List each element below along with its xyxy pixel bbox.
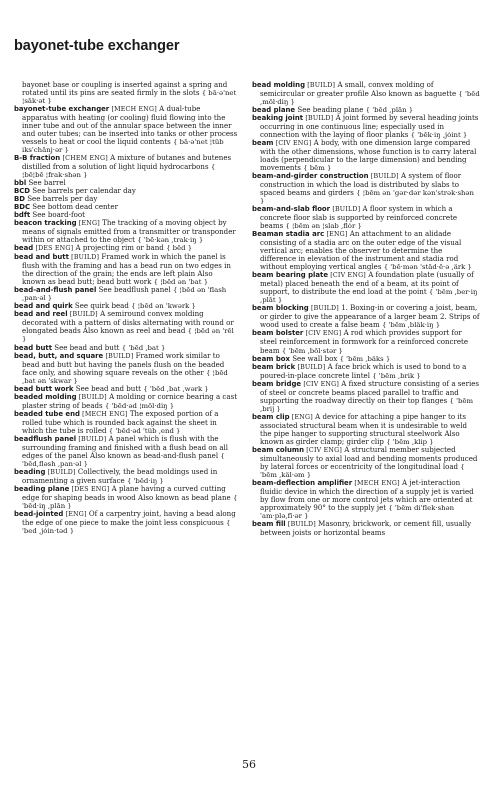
definition-text: bayonet base or coupling is inserted against a spring and rotated until its pins are seated firmly in the slots — [22, 80, 228, 98]
definition-text: A projecting rim or band — [75, 243, 164, 253]
dictionary-entry — [14, 485, 238, 510]
headword: beam-deflection amplifier — [252, 478, 353, 487]
pronunciation: { ¦bēd ən 'kwərk } — [131, 302, 196, 311]
pronunciation: { 'bed ,jȯin·təd } — [22, 518, 231, 535]
headword: beam bearing plate — [252, 271, 328, 280]
subject-label: [BUILD] — [297, 363, 326, 371]
definition-text: 1. Boxing-in or covering a joist, beam, or girder to give the appearance of a larger beam 2. Strips of wood used to create a false beam — [260, 303, 480, 330]
subject-label: [ENG] — [78, 220, 100, 228]
definition-text: A plane having a curved cutting edge for shaping beads in wood Also known as bead plane — [22, 483, 231, 502]
right-column — [252, 81, 480, 537]
headword: BD — [14, 195, 25, 204]
subject-label: [CIV ENG] — [305, 330, 342, 338]
headword: beacon tracking — [14, 219, 77, 228]
definition-text: Framed work in which the panel is flush with the framing and has a bead run on two edges in the direction of the grain; the ends are left plain Also known as bead butt; bead butt work — [22, 252, 231, 287]
definition-text: Collectively, the bead moldings used in ornamenting a given surface — [22, 466, 218, 485]
subject-label: [MECH ENG] — [111, 106, 157, 114]
subject-label: [CIV ENG] — [330, 272, 366, 280]
headword: beadflush panel — [14, 434, 77, 443]
subject-label: [BUILD] — [305, 115, 334, 123]
headword: bdft — [14, 211, 31, 220]
definition-text: Of a carpentry joint, having a bead along the edge of one piece to make the joint less conspicuous — [22, 508, 236, 527]
pronunciation: { bēd } — [166, 244, 193, 253]
dictionary-entry — [252, 304, 480, 329]
headword: bead — [14, 244, 34, 253]
headword: bead molding — [252, 81, 305, 89]
dictionary-entry — [14, 286, 238, 302]
pronunciation: { 'bēm ,bläk·iŋ } — [381, 321, 441, 330]
headword: beaking joint — [252, 114, 304, 123]
definition-text: A foundation plate (usually of metal) placed beneath the end of a beam, at its point of support, to distribute the end load at the point — [260, 270, 474, 297]
dictionary-entry — [252, 520, 480, 537]
subject-label: [BUILD] — [332, 206, 361, 214]
definition-text: Framed work similar to bead and butt but having the panels flush on the beaded face only, and showing square reveals on the other — [22, 350, 225, 377]
subject-label: [ENG] — [291, 413, 313, 421]
dictionary-entry — [14, 310, 238, 343]
pronunciation: { bā·ə'net ¦tüb iks'chānj·ər } — [22, 138, 224, 155]
definition-text: The tracking of a moving object by means of signals emitted from a transmitter or transponder within or attached to the object — [22, 218, 236, 245]
definition-text: See board-foot — [32, 210, 85, 220]
headword: beam column — [252, 445, 305, 454]
pronunciation: { ¦bē¦bē ¦frak·shən } — [22, 163, 216, 180]
headword: beaded molding — [14, 392, 77, 401]
definition-text: See quirk bead — [74, 301, 129, 311]
headword: B-B fraction — [14, 154, 61, 163]
definition-text: The exposed portion of a rolled tube which is rounded back against the sheet in which the tube is rolled — [22, 408, 219, 435]
dictionary-entry — [252, 81, 480, 106]
pronunciation: { 'bēm ,ber·iŋ ,plāt } — [260, 288, 478, 305]
pronunciation: { 'bēm ,bōl·stər } — [281, 346, 343, 355]
definition-text: See beadflush panel — [98, 285, 171, 295]
definition-text: See barrels per calendar day — [32, 186, 136, 196]
pronunciation: { 'bēd·əd ¦mōl·diŋ } — [104, 401, 175, 410]
pronunciation: { ¦bēd ən 'bat } — [153, 278, 209, 287]
headword: bead, butt, and square — [14, 351, 104, 360]
left-column — [14, 81, 238, 535]
definition-text: A body, with one dimension large compared with the other dimensions, whose function is to carry lateral loads (perpendicular to the large dimension) and bending movements — [260, 138, 477, 173]
pronunciation: { 'bēm di'flek·shən 'am·plə,fī·ər } — [260, 503, 455, 520]
pronunciation: { 'bēm ,brik } — [372, 371, 421, 380]
dictionary-entry — [14, 352, 238, 385]
definition-text: A rod which provides support for steel reinforcement in formwork for a reinforced concrete beam — [260, 328, 469, 355]
subject-label: [BUILD] — [71, 254, 100, 262]
pronunciation: { 'bēk·iŋ ,jȯint } — [410, 131, 468, 140]
dictionary-entry — [252, 363, 480, 380]
headword: beam-and-girder construction — [252, 172, 369, 181]
pronunciation: { 'bēd·iŋ } — [126, 476, 164, 485]
pronunciation: { ¦bēm ən ¦slab ,flȯr } — [285, 222, 362, 231]
headword: bead butt — [14, 343, 53, 352]
pronunciation: { 'bē·mən 'stād·ē·ə ,ärk } — [383, 263, 472, 272]
headword: beam brick — [252, 362, 296, 371]
dictionary-entry — [252, 172, 480, 205]
dictionary-entry — [252, 329, 480, 354]
headword: beam bolster — [252, 329, 304, 338]
dictionary-entry — [14, 219, 238, 244]
headword: bayonet-tube exchanger — [14, 105, 110, 114]
headword: bead and quirk — [14, 302, 73, 311]
headword: bead butt work — [14, 384, 74, 393]
dictionary-entry — [14, 154, 238, 179]
subject-label: [BUILD] — [105, 352, 134, 360]
definition-text: See bottom dead center — [32, 202, 118, 212]
subject-label: [BUILD] — [370, 173, 399, 181]
dictionary-entry — [252, 271, 480, 304]
pronunciation: { 'bēm ,klip } — [386, 437, 434, 446]
subject-label: [CIV ENG] — [306, 446, 342, 454]
dictionary-entry — [14, 435, 238, 468]
dictionary-entry — [252, 230, 480, 271]
subject-label: [BUILD] — [78, 393, 107, 401]
definition-text: A panel which is flush with the surrounding framing and finished with a flush bead on all edges of the panel Also known as bead-and-flush panel — [22, 433, 229, 460]
subject-label: [DES ENG] — [35, 245, 74, 253]
subject-label: [MECH ENG] — [82, 410, 128, 418]
pronunciation: { 'bēd ,bat ,wərk } — [143, 384, 209, 393]
pronunciation: { 'bēd ,plān } — [365, 106, 414, 115]
headword: beam fill — [252, 519, 286, 528]
subject-label: [CIV ENG] — [303, 380, 340, 388]
definition-text: A fixed structure consisting of a series of steel or concrete beams placed parallel to traffic and supporting the roadway directly on their top flanges — [260, 378, 479, 405]
subject-label: [DES ENG] — [71, 485, 110, 493]
headword: beam clip — [252, 412, 290, 421]
headword: beam-and-slab floor — [252, 205, 331, 214]
definition-text: A structural member subjected simultaneously to axial load and bending moments produced by lateral forces or eccentricity of the longitudinal load — [260, 444, 478, 471]
dictionary-entry — [14, 510, 238, 535]
subject-label: [BUILD] — [307, 82, 336, 89]
pronunciation: { ¦bēd ,bat ən 'skwar } — [22, 368, 228, 385]
pronunciation: { 'bēm ,käl·əm } — [260, 462, 465, 479]
definition-text: See beading plane — [297, 105, 364, 115]
headword: beading — [14, 467, 46, 476]
definition-text: A system of floor construction in which the load is distributed by slabs to spaced beams and girders — [260, 171, 462, 198]
subject-label: [CIV ENG] — [275, 140, 312, 148]
subject-label: [BUILD] — [287, 520, 316, 528]
definition-text: See bead and butt — [54, 342, 120, 352]
headword: beam bridge — [252, 379, 302, 388]
dictionary-entry — [252, 413, 480, 446]
pronunciation: { bēm } — [303, 164, 332, 173]
dictionary-entry — [14, 253, 238, 286]
headword: bead plane — [252, 106, 296, 115]
pronunciation: { 'bēd·əd 'tüb ,end } — [108, 426, 181, 435]
subject-label: [BUILD] — [78, 435, 107, 443]
definition-text: See barrels per day — [27, 194, 98, 204]
dictionary-entry — [14, 468, 238, 485]
dictionary-entry — [252, 380, 480, 413]
definition-text: A dual-tube apparatus with heating (or cooling) fluid flowing into the inner tube and out of the annular space between the inner and outer tubes; can be inserted into tanks or other process vessels to heat or cool the liquid contents — [22, 104, 238, 147]
definition-text: See barrel — [28, 178, 66, 188]
dictionary-entry — [252, 446, 480, 479]
dictionary-entry — [14, 393, 238, 410]
headword: bbl — [14, 179, 27, 188]
headword: beaded tube end — [14, 409, 80, 418]
dictionary-entry — [252, 114, 480, 139]
pronunciation: { 'bē·kən ,trak·iŋ } — [137, 236, 204, 245]
definition-text: Masonry, brickwork, or cement fill, usually between joists or horizontal beams — [260, 518, 472, 537]
definition-text: A face brick which is used to bond to a poured-in-place concrete lintel — [260, 361, 467, 380]
headword: Beaman stadia arc — [252, 230, 325, 239]
definition-text: See bead and butt — [75, 383, 141, 393]
definition-text: A semiround convex molding decorated with a pattern of disks alternating with round or elongated beads Also known as reel and bead — [22, 309, 234, 336]
pronunciation: { 'bēd ,mōl·diŋ } — [260, 90, 480, 107]
subject-label: [CHEM ENG] — [62, 155, 108, 163]
definition-text: See wall box — [292, 353, 338, 363]
definition-text: A device for attaching a pipe hanger to its associated structural beam when it is undesirable to weld the pipe hanger to supporting structural steelwork Also known as girder clamp; girder clip — [260, 411, 467, 446]
definition-text: A floor system in which a concrete floor slab is supported by reinforced concrete beams — [260, 204, 458, 231]
pronunciation: { 'bēd·iŋ ,plān } — [22, 493, 238, 510]
subject-label: [MECH ENG] — [354, 479, 400, 487]
headword: BCD — [14, 187, 31, 196]
pronunciation: { 'bēm ,bäks } — [339, 354, 391, 363]
headword: beam blocking — [252, 304, 309, 313]
pronunciation: { ¦bēm ən 'gər·dər kən'strək·shən } — [260, 189, 474, 206]
subject-label: [BUILD] — [69, 311, 98, 319]
pronunciation: { 'bēd ,bat } — [121, 343, 166, 352]
headword: bead-jointed — [14, 509, 64, 518]
headword: bead and reel — [14, 310, 68, 319]
headword: bead and butt — [14, 253, 69, 262]
dictionary-entry — [14, 105, 238, 154]
definition-text: An attachment to an alidade consisting of a stadia arc on the outer edge of the visual vertical arc; enables the observer to determine the difference in elevation of the instrument and stadia rod without employing vertical angles — [260, 229, 462, 272]
dictionary-entry — [252, 479, 480, 520]
definition-text: A mixture of butanes and butenes distilled from a solution of light liquid hydrocarbons — [22, 153, 232, 172]
definition-text: A molding or cornice bearing a cast plaster string of beads — [22, 391, 238, 410]
page-header: bayonet-tube exchanger — [14, 38, 180, 54]
definition-text: A joint formed by several heading joints occurring in one continuous line; especially used in connection with the laying of floor planks — [260, 113, 479, 140]
definition-text: A jet-interaction fluidic device in which the direction of a supply jet is varied by flow from one or more control jets which are oriented at approximately 90° to the supply jet — [260, 477, 474, 512]
pronunciation: { 'bēd,fləsh ,pan·əl } — [22, 451, 225, 468]
dictionary-entry — [252, 139, 480, 172]
subject-label: [ENG] — [326, 231, 348, 239]
subject-label: [BUILD] — [310, 305, 339, 313]
subject-label: [ENG] — [65, 510, 87, 518]
dictionary-entry — [14, 410, 238, 435]
headword: bead-and-flush panel — [14, 286, 97, 295]
pronunciation: { ¦bēd ən 'flash ,pan·əl } — [22, 286, 227, 303]
pronunciation: { ¦bēd ən 'rēl } — [22, 327, 234, 344]
headword: beading plane — [14, 484, 70, 493]
headword: beam — [252, 139, 274, 148]
definition-text: A small, convex molding of semicircular or greater profile Also known as baguette — [260, 80, 457, 99]
dictionary-entry — [252, 205, 480, 230]
pronunciation: { bā·ə'net ¦sāk·ət } — [22, 89, 237, 106]
headword: beam box — [252, 354, 290, 363]
dictionary-entry — [14, 81, 238, 105]
pronunciation: { 'bēm ,brij } — [260, 396, 474, 413]
page-number: 56 — [242, 758, 256, 771]
headword: BDC — [14, 203, 31, 212]
subject-label: [BUILD] — [47, 468, 76, 476]
